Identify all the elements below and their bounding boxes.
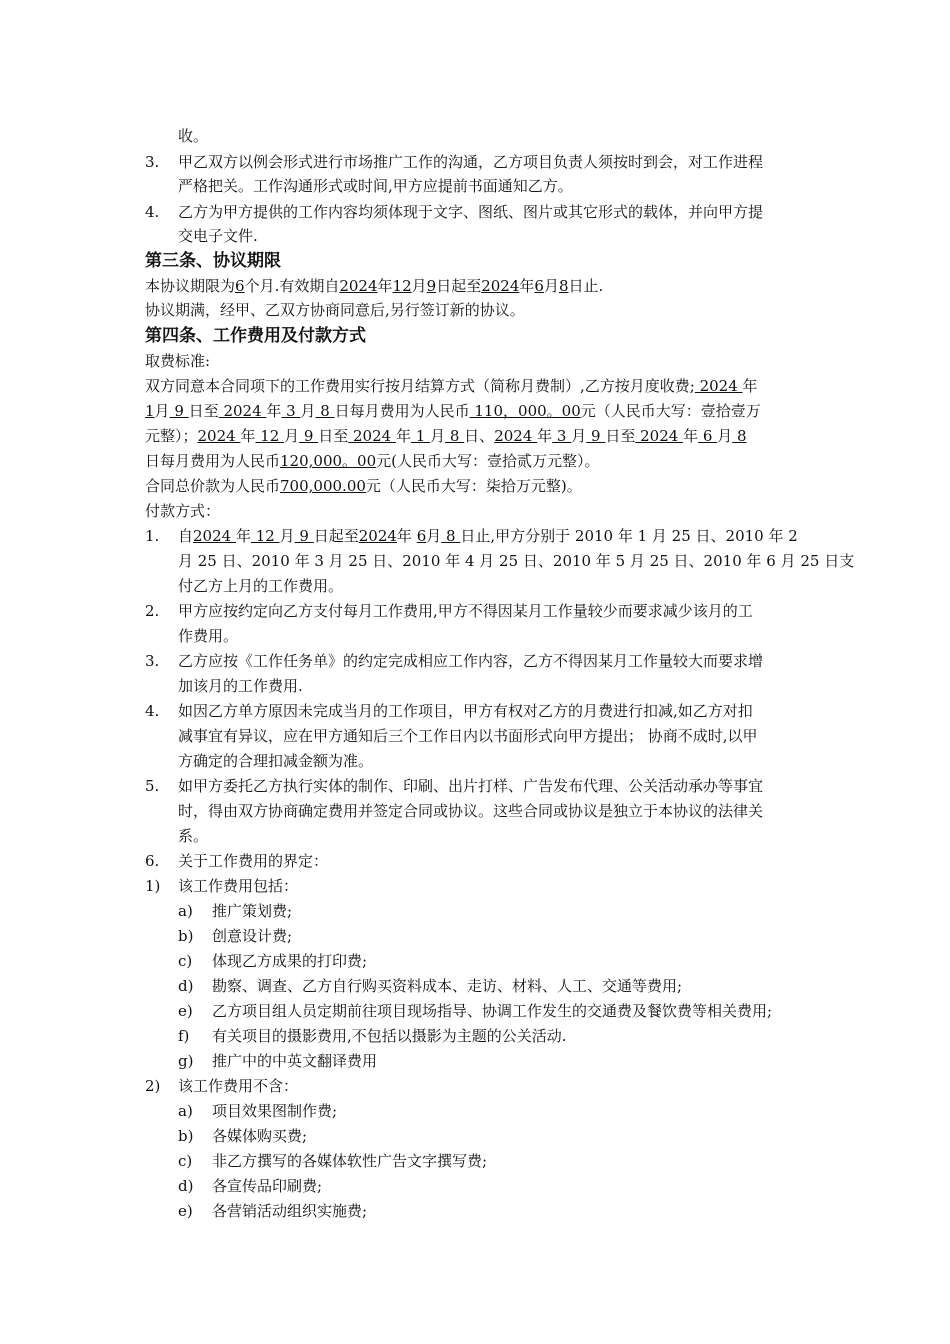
fee-line: 元整）；2024 年 12 月 9 日至 2024 年 1 月 8 日、2024 年 3 月 9 日至 2024 年 6 月 8 [145,427,747,445]
sub-text: 推广中的中英文翻译费用 [212,1052,378,1070]
sub-text: 体现乙方成果的打印费; [212,952,368,970]
sub-key: c) [178,952,193,970]
list-text: 时，得由双方协商确定费用并签定合同或协议。这些合同或协议是独立于本协议的法律关 [178,802,764,820]
list-text: 系。 [178,827,209,845]
sub-text: 各营销活动组织实施费; [212,1202,368,1220]
list-text: 作费用。 [178,627,239,645]
sub-key: d) [178,1177,194,1195]
sub-text: 勘察、调查、乙方自行购买资料成本、走访、材料、人工、交通等费用; [212,977,683,995]
list-number: 4. [145,203,160,221]
list-text: 方确定的合理扣减金额为准。 [178,752,374,770]
list-number: 2. [145,602,160,620]
fee-line: 日每月费用为人民币120,000。00元(人民币大写：壹拾贰万元整）。 [145,452,600,470]
list-text: 该工作费用包括： [178,877,299,895]
list-text: 加该月的工作费用. [178,677,303,695]
sub-key: a) [178,902,193,920]
list-text: 如甲方委托乙方执行实体的制作、印刷、出片打样、广告发布代理、公关活动承办等事宜 [178,777,764,795]
list-text: 如因乙方单方原因未完成当月的工作项目，甲方有权对乙方的月费进行扣减,如乙方对扣 [178,702,753,720]
sub-key: f) [178,1027,190,1045]
list-number: 3. [145,652,160,670]
list-text: 自2024 年 12 月 9 日起至2024年 6月 8 日止,甲方分别于 2010 年 1 月 25 日、2010 年 2 [178,527,798,545]
total-price: 合同总价款为人民币700,000.00元（人民币大写：柒拾万元整)。 [145,477,582,495]
list-text: 交电子文件. [178,227,258,245]
payment-label: 付款方式： [145,502,221,520]
sub-key: e) [178,1002,193,1020]
list-number: 1) [145,877,161,895]
list-text: 付乙方上月的工作费用。 [178,577,344,595]
term-paragraph: 本协议期限为6个月.有效期自2024年12月9日起至2024年6月8日止. [145,277,604,295]
sub-text: 各媒体购买费; [212,1127,308,1145]
list-text: 月 25 日、2010 年 3 月 25 日、2010 年 4 月 25 日、2010 年 5 月 25 日、2010 年 6 月 25 日支 [178,552,855,570]
fee-label: 取费标准: [145,352,211,370]
section-heading: 第三条、协议期限 [145,251,281,271]
sub-text: 创意设计费; [212,927,293,945]
sub-key: b) [178,927,194,945]
list-text: 甲方应按约定向乙方支付每月工作费用,甲方不得因某月工作量较少而要求减少该月的工 [178,602,753,620]
list-number: 2) [145,1077,161,1095]
sub-key: a) [178,1102,193,1120]
sub-key: g) [178,1052,194,1070]
list-number: 6. [145,852,160,870]
list-number: 1. [145,527,160,545]
sub-text: 非乙方撰写的各媒体软性广告文字撰写费; [212,1152,488,1170]
fee-line: 1月 9 日至 2024 年 3 月 8 日每月费用为人民币 110，000。00元（人民币大写：壹拾壹万 [145,402,761,420]
sub-key: b) [178,1127,194,1145]
continuation-text: 收。 [178,127,209,145]
list-text: 该工作费用不含： [178,1077,299,1095]
list-number: 4. [145,702,160,720]
sub-key: c) [178,1152,193,1170]
list-text: 乙方为甲方提供的工作内容均须体现于文字、图纸、图片或其它形式的载体，并向甲方提 [178,203,764,221]
sub-key: d) [178,977,194,995]
sub-text: 项目效果图制作费; [212,1102,338,1120]
list-text: 减事宜有异议，应在甲方通知后三个工作日内以书面形式向甲方提出； 协商不成时,以甲 [178,727,758,745]
section-heading: 第四条、工作费用及付款方式 [145,326,366,346]
list-text: 乙方应按《工作任务单》的约定完成相应工作内容，乙方不得因某月工作量较大而要求增 [178,652,764,670]
sub-text: 推广策划费; [212,902,293,920]
sub-text: 各宣传品印刷费; [212,1177,323,1195]
sub-text: 乙方项目组人员定期前往项目现场指导、协调工作发生的交通费及餐饮费等相关费用; [212,1002,773,1020]
sub-key: e) [178,1202,193,1220]
sub-text: 有关项目的摄影费用,不包括以摄影为主题的公关活动. [212,1027,567,1045]
term-paragraph-2: 协议期满，经甲、乙双方协商同意后,另行签订新的协议。 [145,301,525,319]
fee-line: 双方同意本合同项下的工作费用实行按月结算方式（简称月费制）,乙方按月度收费; 2024 年 [145,377,758,395]
list-text: 关于工作费用的界定： [178,852,329,870]
list-text: 严格把关。工作沟通形式或时间,甲方应提前书面通知乙方。 [178,177,573,195]
list-text: 甲乙双方以例会形式进行市场推广工作的沟通，乙方项目负责人须按时到会，对工作进程 [178,153,764,171]
list-number: 5. [145,777,160,795]
list-number: 3. [145,153,160,171]
